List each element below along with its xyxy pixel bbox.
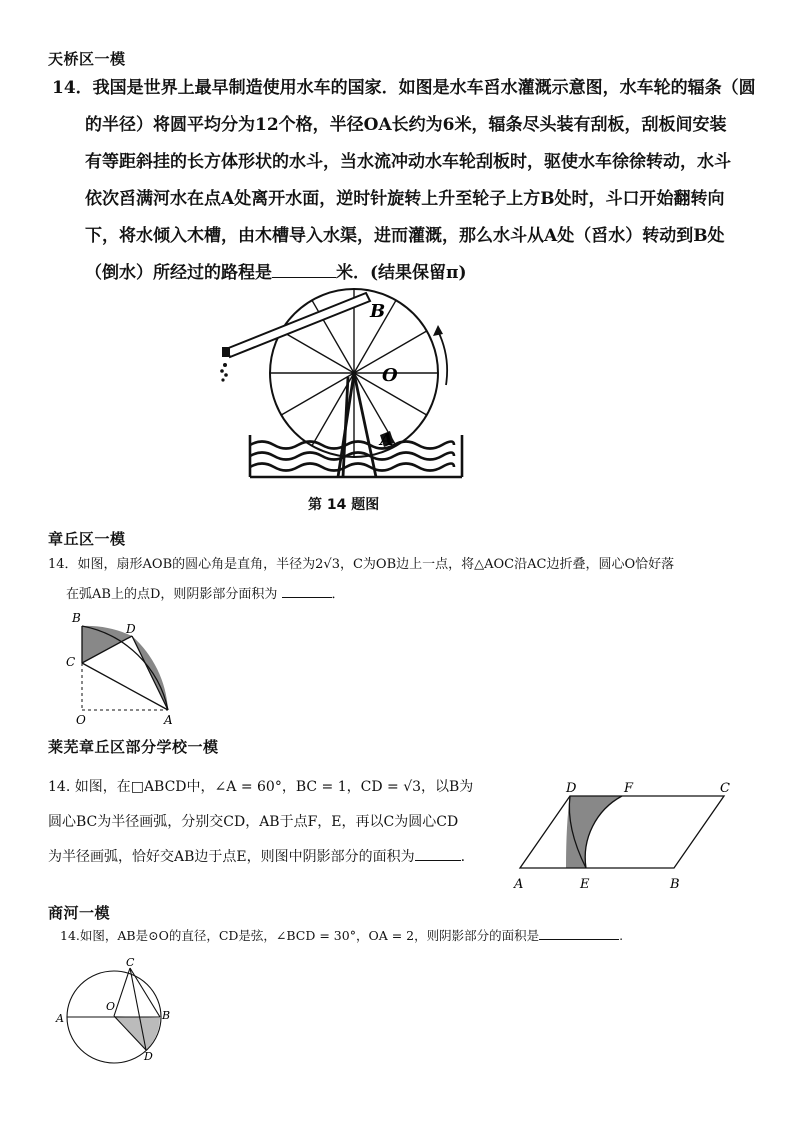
wooden-trough — [226, 293, 370, 357]
answer-blank — [539, 927, 619, 941]
wheel-supports — [338, 373, 376, 477]
question-line: ． — [331, 587, 345, 602]
parallelogram-abcd — [520, 796, 724, 868]
figure-caption: 第 14 题图 — [308, 497, 380, 513]
answer-blank — [415, 846, 461, 861]
label-d: D — [126, 622, 136, 636]
question-line: 我国是世界上最早制造使用水车的国家．如图是水车舀水灌溉示意图，水车轮的辐条（圆 — [92, 78, 756, 98]
section-heading-4: 商河一模 — [48, 904, 111, 922]
question-line: 14. 如图，在□ABCD中，∠A = 60°，BC = 1，CD = √3，以B为 — [48, 779, 474, 795]
question-block-1 — [52, 70, 772, 292]
question-line: 下，将水倾入木槽，由木槽导入水渠，进而灌溉，那么水斗从A处（舀水）转动到B处 — [85, 226, 725, 246]
label-o: O — [382, 365, 398, 386]
label-a: A — [514, 877, 524, 892]
label-a: A — [164, 713, 173, 727]
label-c: C — [126, 956, 135, 969]
sector-figure — [60, 606, 190, 730]
question-number: 14． — [52, 78, 93, 98]
label-b: B — [670, 877, 680, 892]
question-line: 有等距斜挂的长方体形状的水斗，当水流冲动水车轮刮板时，驱使水车徐徐转动，水斗 — [85, 152, 731, 172]
label-c: C — [720, 781, 730, 796]
section-heading-3: 莱芜章丘区部分学校一模 — [48, 738, 219, 756]
question-line: 米．(结果保留π) — [336, 263, 467, 283]
label-o: O — [76, 713, 86, 727]
water-drops — [220, 363, 228, 382]
question-line: 依次舀满河水在点A处离开水面，逆时针旋转上升至轮子上方B处时，斗口开始翻转向 — [85, 189, 725, 209]
label-b: B — [72, 611, 81, 625]
label-d: D — [566, 781, 577, 796]
question-line: 14．如图，扇形AOB的圆心角是直角，半径为2√3，C为OB边上一点，将△AOC沿AC边折叠，圆心O恰好落 — [48, 557, 675, 572]
question-line: 14.如图，AB是⊙O的直径，CD是弦，∠BCD = 30°，OA = 2，则阴影部分的面积是 — [60, 928, 540, 943]
question-line: 在弧AB上的点D，则阴影部分面积为 — [66, 587, 278, 602]
label-b: B — [162, 1009, 171, 1022]
label-o: O — [106, 1000, 116, 1013]
answer-blank — [282, 584, 332, 598]
question-block-4 — [60, 926, 780, 946]
circle-figure — [54, 956, 184, 1064]
answer-blank — [272, 260, 336, 278]
label-b: B — [370, 301, 386, 322]
question-line: 的半径）将圆平均分为12个格，半径OA长约为6米，辐条尽头装有刮板，刮板间安装 — [85, 115, 727, 135]
parallelogram-figure — [510, 778, 746, 896]
label-d: D — [144, 1050, 153, 1063]
label-a: A — [380, 430, 394, 450]
question-block-2 — [48, 550, 778, 610]
question-line: . — [460, 849, 466, 865]
rotation-arrow — [438, 331, 447, 385]
label-c: C — [66, 655, 76, 669]
label-f: F — [624, 781, 634, 796]
section-heading-2: 章丘区一模 — [48, 530, 126, 548]
section-heading-1: 天桥区一模 — [48, 50, 126, 68]
question-line: . — [619, 928, 624, 943]
question-line: 为半径画弧，恰好交AB边于点E，则图中阴影部分的面积为 — [48, 849, 415, 865]
shaded-region — [566, 796, 622, 868]
question-line: （倒水）所经过的路程是 — [85, 263, 272, 283]
question-block-3 — [48, 770, 508, 875]
question-line: 圆心BC为半径画弧，分别交CD，AB于点F，E，再以C为圆心CD — [48, 814, 459, 830]
arrow-head-icon — [433, 325, 443, 336]
trough-spout — [222, 347, 230, 357]
waterwheel-figure — [210, 285, 470, 485]
shaded-region — [114, 1016, 160, 1050]
label-e: E — [580, 877, 590, 892]
label-a: A — [56, 1012, 64, 1025]
